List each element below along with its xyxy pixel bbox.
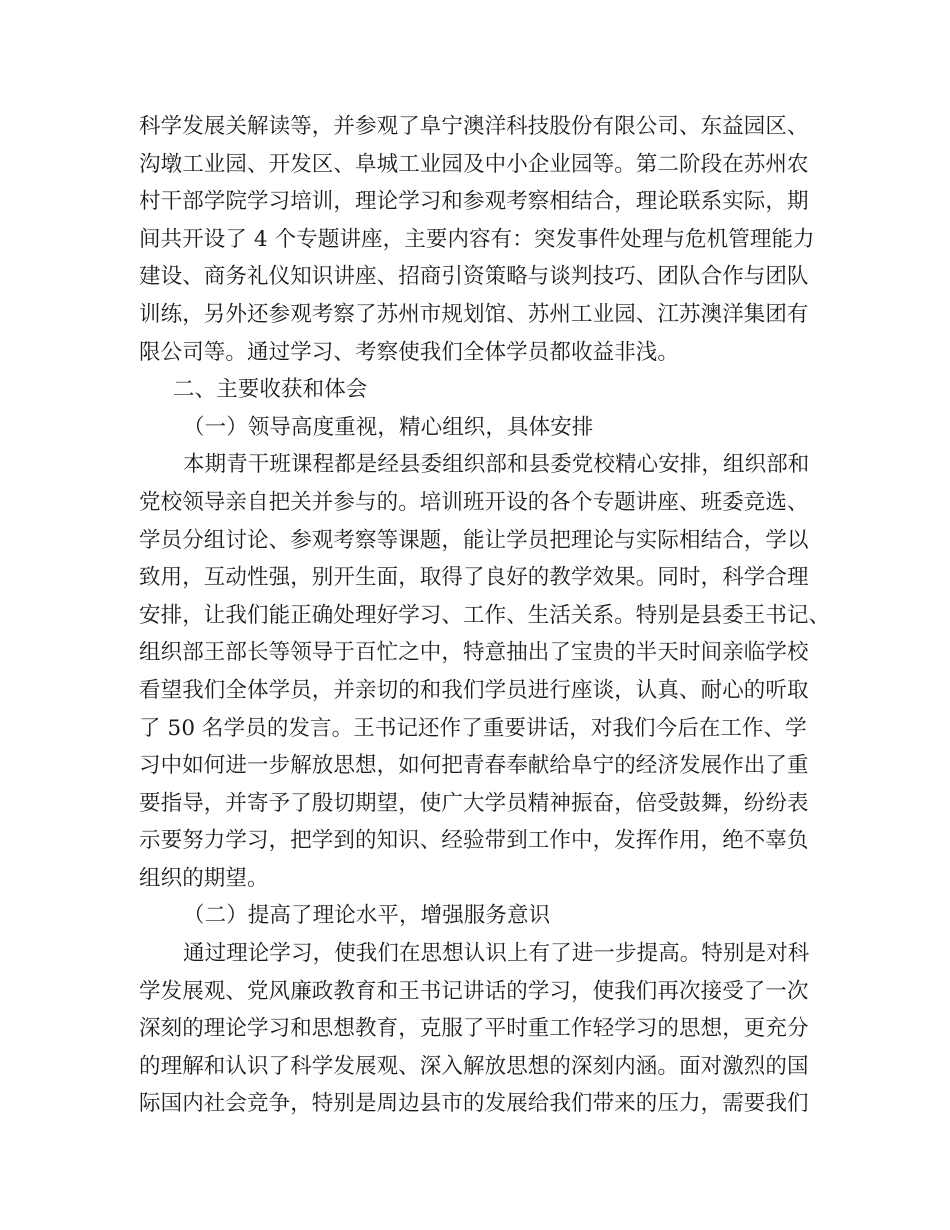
text-line: 党校领导亲自把关并参与的。培训班开设的各个专题讲座、班委竞选、: [139, 489, 809, 515]
text-line: 示要努力学习，把学到的知识、经验带到工作中，发挥作用，绝不辜负: [139, 828, 809, 854]
text-line: 科学发展关解读等，并参观了阜宁澳洋科技股份有限公司、东益园区、: [139, 114, 809, 139]
text-line: 村干部学院学习培训，理论学习和参观考察相结合，理论联系实际，期: [139, 189, 809, 215]
text-line: 要指导，并寄予了殷切期望，使广大学员精神振奋，倍受鼓舞，纷纷表: [139, 790, 809, 816]
text-line: 沟墩工业园、开发区、阜城工业园及中小企业园等。第二阶段在苏州农: [139, 151, 809, 177]
text-line: 看望我们全体学员，并亲切的和我们学员进行座谈，认真、耐心的听取: [139, 677, 809, 703]
text-line: 深刻的理论学习和思想教育，克服了平时重工作轻学习的思想，更充分: [139, 1016, 809, 1042]
paragraph-start-line: 通过理论学习，使我们在思想认识上有了进一步提高。特别是对科: [183, 941, 810, 967]
section-heading: 二、主要收获和体会: [173, 377, 368, 403]
text-line: 训练，另外还参观考察了苏州市规划馆、苏州工业园、江苏澳洋集团有: [139, 301, 809, 327]
text-line: 组织的期望。: [139, 865, 269, 891]
text-line: 学发展观、党风廉政教育和王书记讲话的学习，使我们再次接受了一次: [139, 978, 809, 1004]
text-line: 组织部王部长等领导于百忙之中，特意抽出了宝贵的半天时间亲临学校: [139, 640, 809, 666]
text-line: 限公司等。通过学习、考察使我们全体学员都收益非浅。: [139, 339, 680, 365]
text-line: 间共开设了 4 个专题讲座，主要内容有：突发事件处理与危机管理能力: [139, 226, 815, 252]
document-body: [139, 108, 829, 1123]
text-line: 了 50 名学员的发言。王书记还作了重要讲话，对我们今后在工作、学: [139, 715, 807, 741]
text-line: 学员分组讨论、参观考察等课题，能让学员把理论与实际相结合，学以: [139, 527, 809, 553]
paragraph-start-line: 本期青干班课程都是经县委组织部和县委党校精心安排，组织部和: [183, 452, 810, 478]
text-line: 安排，让我们能正确处理好学习、工作、生活关系。特别是县委王书记、: [139, 602, 831, 628]
text-line: 的理解和认识了科学发展观、深入解放思想的深刻内涵。面对激烈的国: [139, 1053, 809, 1079]
text-line: 际国内社会竞争，特别是周边县市的发展给我们带来的压力，需要我们: [139, 1091, 809, 1117]
subsection-heading: （二）提高了理论水平，增强服务意识: [183, 903, 551, 929]
text-line: 建设、商务礼仪知识讲座、招商引资策略与谈判技巧、团队合作与团队: [139, 264, 809, 290]
text-line: 致用，互动性强，别开生面，取得了良好的教学效果。同时，科学合理: [139, 565, 809, 591]
text-line: 习中如何进一步解放思想，如何把青春奉献给阜宁的经济发展作出了重: [139, 753, 809, 779]
subsection-heading: （一）领导高度重视，精心组织，具体安排: [183, 414, 594, 440]
